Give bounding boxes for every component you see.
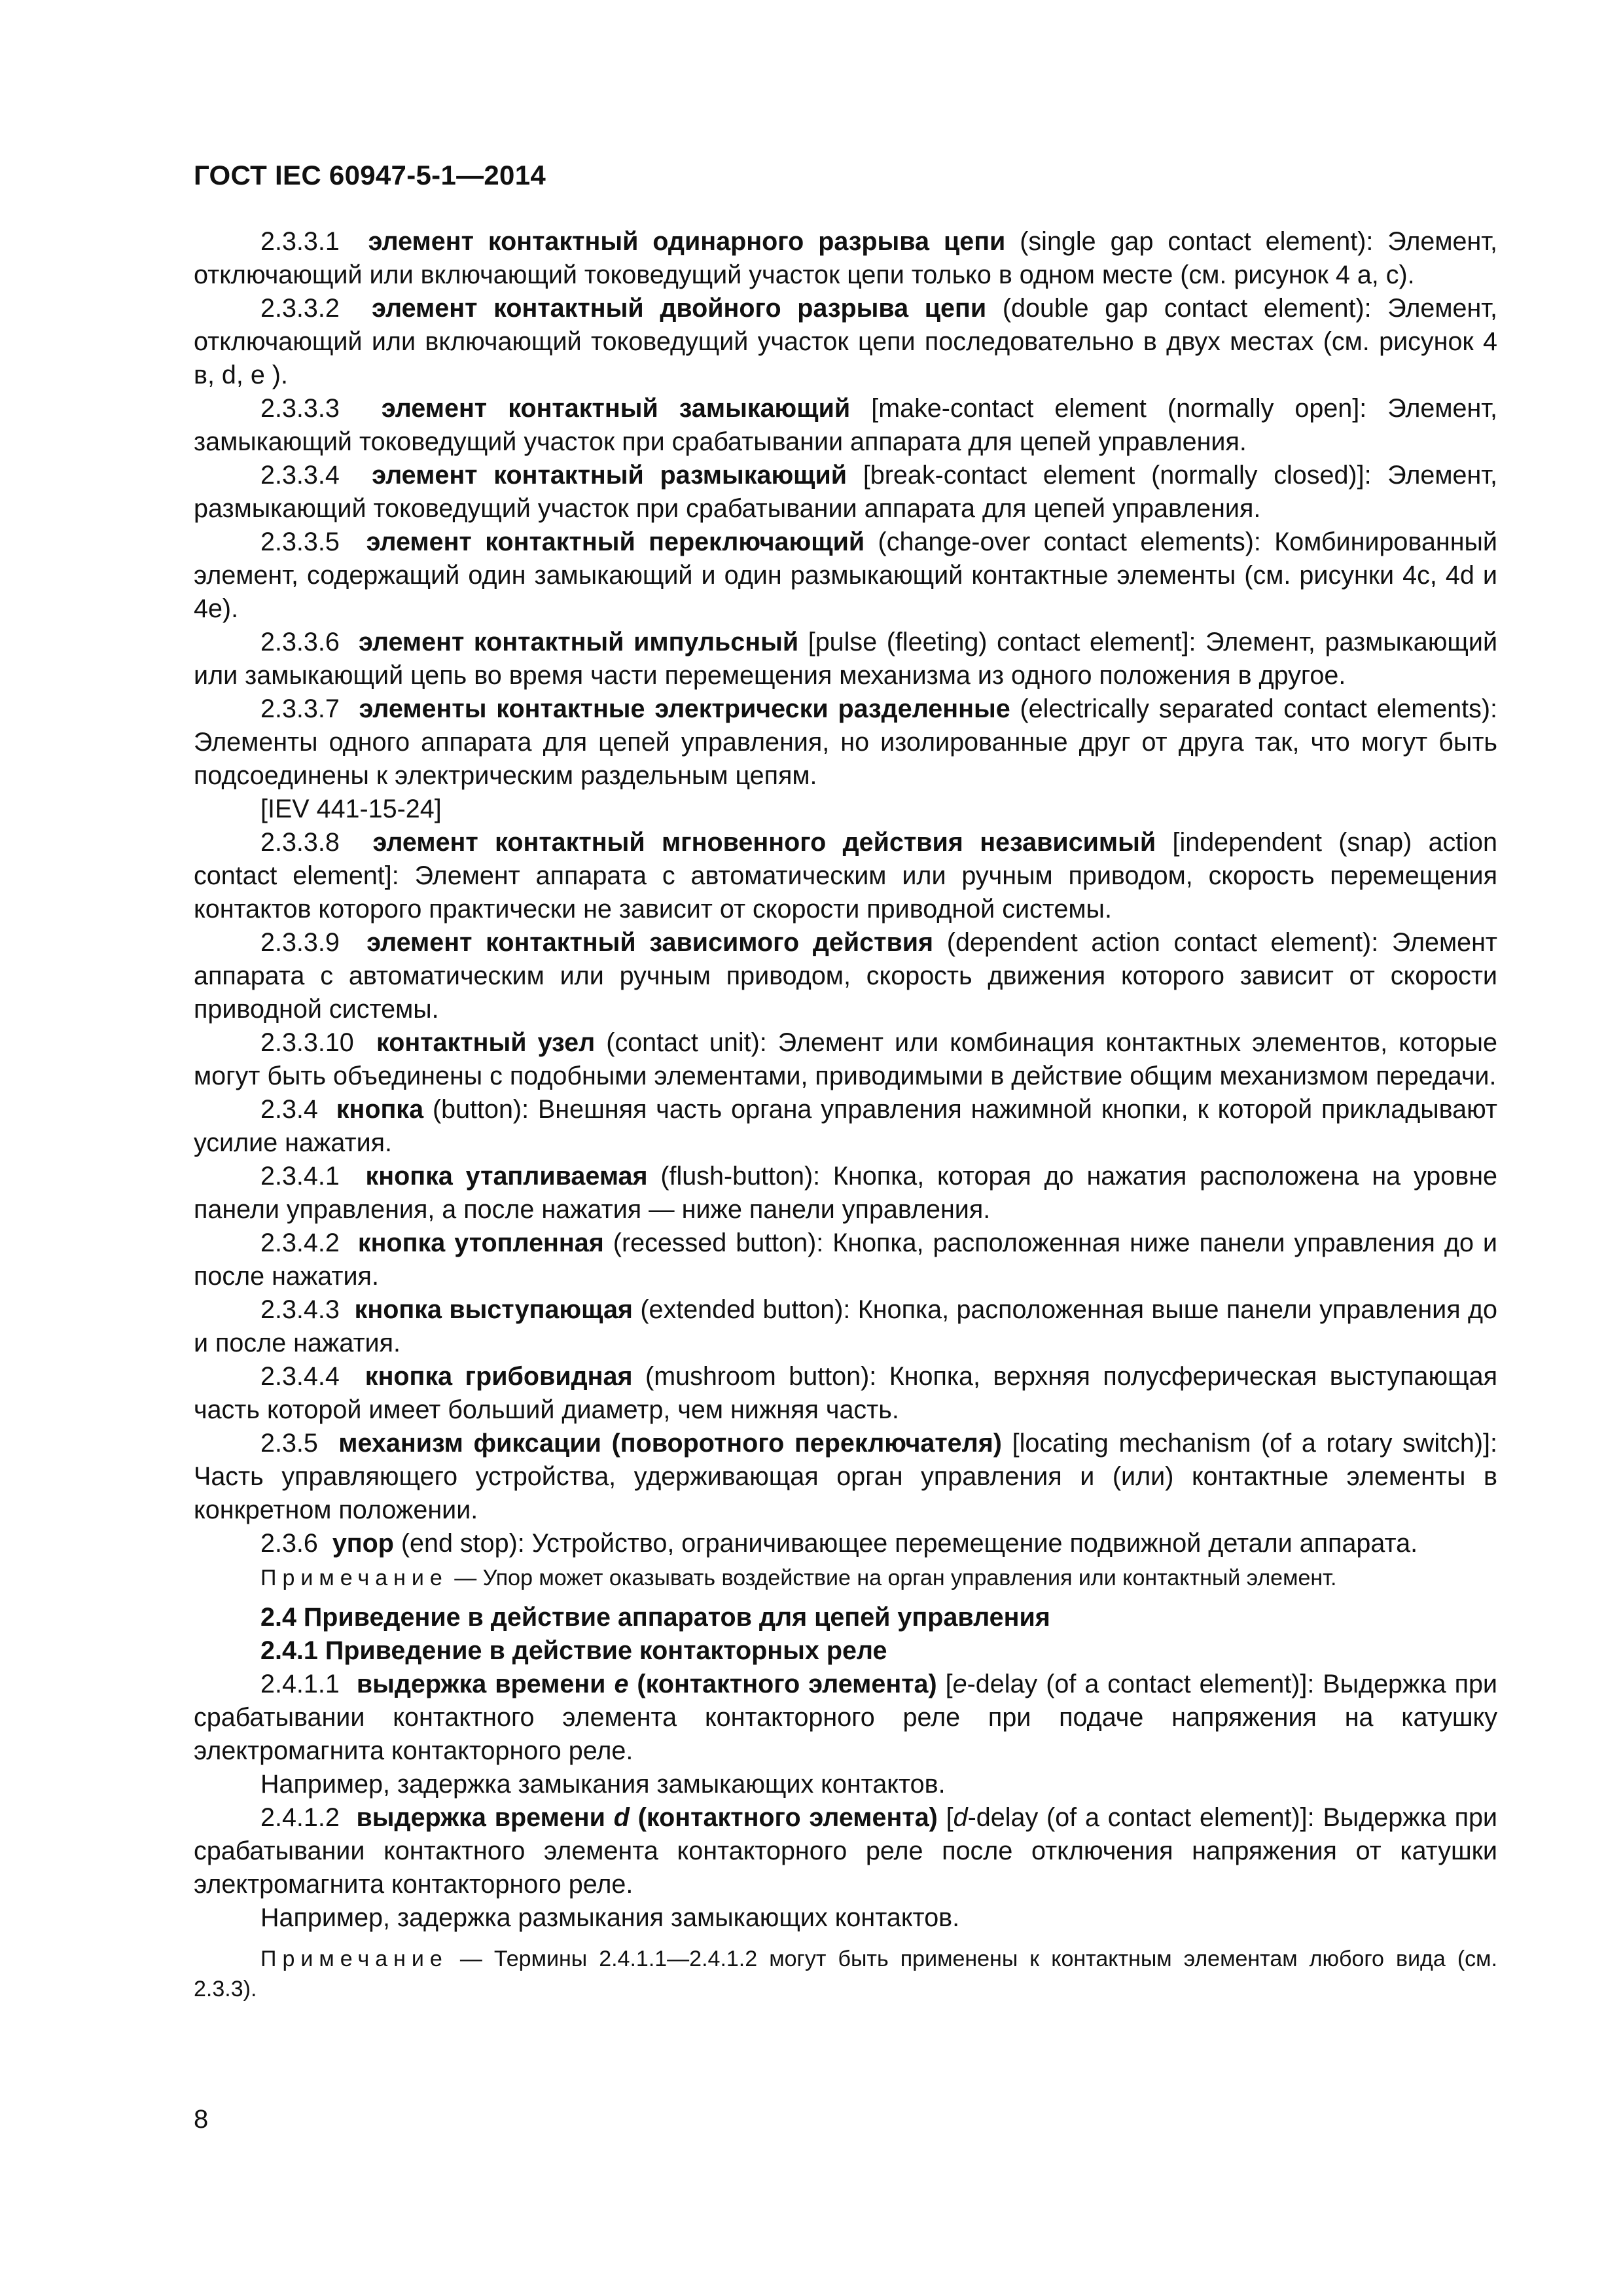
term-part: (контактного элемента) <box>628 1670 937 1698</box>
document-header: ГОСТ IEC 60947-5-1—2014 <box>194 160 546 190</box>
term <box>357 1670 937 1698</box>
term-paragraph <box>194 1026 1497 1093</box>
definition-text: (end stop): Устройство, ограничивающее перемещение подвижной детали аппарата. <box>393 1529 1418 1558</box>
definition-text: [break-contact element (normally closed)]: Элемент, размыкающий токоведущий участок при срабатывании аппарата для цепей управления. <box>194 461 1497 523</box>
term: кнопка <box>336 1095 424 1124</box>
term: элемент контактный размыкающий <box>372 461 847 490</box>
term: упор <box>332 1529 394 1558</box>
definition-part: [ <box>936 1670 953 1698</box>
paragraph-number: 2.3.3.4 <box>260 461 340 490</box>
paragraph-number: 2.3.3.5 <box>260 528 340 556</box>
term-paragraph <box>194 826 1497 926</box>
note-1 <box>194 1563 1497 1593</box>
note-2 <box>194 1944 1497 2004</box>
paragraph-number: 2.3.4 <box>260 1095 318 1124</box>
term-paragraph <box>194 526 1497 626</box>
paragraph-2-4-1-1 <box>194 1668 1497 1768</box>
paragraph-2-4-1-2 <box>194 1801 1497 1901</box>
term: механизм фиксации (поворотного переключателя) <box>338 1429 1002 1458</box>
example-1: Например, задержка замыкания замыкающих контактов. <box>260 1770 946 1799</box>
term-paragraph <box>194 626 1497 692</box>
definition-italic: d <box>953 1803 968 1832</box>
definition-part: [ <box>937 1803 954 1832</box>
paragraph-number: 2.4.1.2 <box>260 1803 340 1832</box>
paragraph-number: 2.3.6 <box>260 1529 318 1558</box>
definition-part: -delay (of a contact element)]: Выдержка при срабатывании контактного элемента контакторного реле при подаче напряжения на катушку электромагнита контакторного реле. <box>194 1670 1497 1765</box>
term-paragraph <box>194 292 1497 392</box>
paragraph-number: 2.3.3.7 <box>260 694 340 723</box>
term-part: (контактного элемента) <box>629 1803 938 1832</box>
definition-text: [locating mechanism (of a rotary switch)]: Часть управляющего устройства, удерживающая орган управления и (или) контактные элементы в конкретном положении. <box>194 1429 1497 1524</box>
paragraph-number: 2.3.4.2 <box>260 1229 340 1257</box>
paragraph-number: 2.3.4.1 <box>260 1162 340 1191</box>
term: кнопка выступающая <box>354 1295 633 1324</box>
term-paragraph <box>194 1360 1497 1427</box>
paragraph-number: 2.3.5 <box>260 1429 318 1458</box>
term-paragraph <box>194 1227 1497 1293</box>
definition-text: [IEV 441-15-24] <box>260 795 442 823</box>
term: элемент контактный импульсный <box>359 628 799 656</box>
term-paragraph <box>194 1093 1497 1160</box>
definition-text: (recessed button): Кнопка, расположенная ниже панели управления до и после нажатия. <box>194 1229 1498 1291</box>
section-heading-2-4: 2.4 Приведение в действие аппаратов для цепей управления <box>260 1603 1050 1632</box>
paragraph-number: 2.3.3.8 <box>260 828 340 857</box>
definition-text: (mushroom button): Кнопка, верхняя полусферическая выступающая часть которой имеет больший диаметр, чем нижняя часть. <box>194 1362 1497 1424</box>
note-label: Примечание <box>260 1566 448 1590</box>
page-number: 8 <box>194 2105 209 2134</box>
term-paragraph <box>194 692 1497 793</box>
paragraph-number: 2.3.3.6 <box>260 628 340 656</box>
definition-text: (flush-button): Кнопка, которая до нажатия расположена на уровне панели управления, а после нажатия — ниже панели управления. <box>194 1162 1497 1224</box>
term: элемент контактный переключающий <box>366 528 865 556</box>
definition-text: (change-over contact elements): Комбинированный элемент, содержащий один замыкающий и один размыкающий контактные элементы (см. рисунки 4c, 4d и 4e). <box>194 528 1497 623</box>
term-italic: d <box>613 1803 630 1832</box>
term-paragraph <box>194 1427 1497 1527</box>
term: кнопка утопленная <box>357 1229 604 1257</box>
paragraph-number: 2.3.4.3 <box>260 1295 340 1324</box>
definition-text: (single gap contact element): Элемент, отключающий или включающий токоведущий участок цепи только в одном месте (см. рисунок 4 a, c). <box>194 227 1497 289</box>
paragraph-number: 2.3.3.9 <box>260 928 340 957</box>
term-paragraph <box>194 1527 1497 1560</box>
term-paragraph <box>194 926 1497 1026</box>
term-paragraph <box>194 1293 1497 1360</box>
definition-text: (extended button): Кнопка, расположенная выше панели управления до и после нажатия. <box>194 1295 1497 1357</box>
term: элемент контактный мгновенного действия независимый <box>372 828 1156 857</box>
definition-text: (button): Внешняя часть органа управления нажимной кнопки, к которой прикладывают усилие нажатия. <box>194 1095 1497 1157</box>
paragraph-number: 2.3.3.1 <box>260 227 340 256</box>
definition-italic: e <box>952 1670 967 1698</box>
term: кнопка грибовидная <box>365 1362 633 1391</box>
term-definitions <box>194 225 1497 1560</box>
paragraph-number: 2.3.3.10 <box>260 1028 354 1057</box>
term: элемент контактный зависимого действия <box>366 928 934 957</box>
term <box>356 1803 937 1832</box>
definition-text: [make-contact element (normally open]: Элемент, замыкающий токоведущий участок при срабатывании аппарата для цепей управления. <box>194 394 1497 456</box>
term-paragraph <box>194 793 1497 826</box>
paragraph-number: 2.4.1.1 <box>260 1670 340 1698</box>
note-text: — Термины 2.4.1.1—2.4.1.2 могут быть применены к контактным элементам любого вида (см. 2.3.3). <box>194 1946 1497 2001</box>
definition-text: [independent (snap) action contact element]: Элемент аппарата с автоматическим или ручным приводом, скорость перемещения контактов которого практически не зависит от скорости приводной системы. <box>194 828 1497 924</box>
term: элемент контактный одинарного разрыва цепи <box>368 227 1006 256</box>
term-paragraph <box>194 392 1497 459</box>
term-paragraph <box>194 459 1497 526</box>
section-heading-2-4-1: 2.4.1 Приведение в действие контакторных реле <box>260 1636 887 1665</box>
term: кнопка утапливаемая <box>365 1162 648 1191</box>
term: контактный узел <box>376 1028 596 1057</box>
term: элемент контактный замыкающий <box>381 394 851 423</box>
term-paragraph <box>194 1160 1497 1227</box>
term-paragraph <box>194 225 1497 292</box>
definition-part: -delay (of a contact element)]: Выдержка при срабатывании контактного элемента контакторного реле после отключения напряжения от катушки электромагнита контакторного реле. <box>194 1803 1497 1899</box>
definition-text: (electrically separated contact elements): Элементы одного аппарата для цепей управления, но изолированные друг от друга так, что могут быть подсоединены к электрическим раздельным цепям. <box>194 694 1497 790</box>
document-body <box>194 225 1497 2012</box>
term-part: выдержка времени <box>356 1803 614 1832</box>
term: элемент контактный двойного разрыва цепи <box>372 294 987 323</box>
note-label: Примечание <box>260 1946 448 1971</box>
definition-text: (contact unit): Элемент или комбинация контактных элементов, которые могут быть объединены с подобными элементами, приводимыми в действие общим механизмом передачи. <box>194 1028 1497 1090</box>
term-part: выдержка времени <box>356 1670 615 1698</box>
paragraph-number: 2.3.3.2 <box>260 294 340 323</box>
example-2: Например, задержка размыкания замыкающих контактов. <box>260 1903 960 1932</box>
definition-text: (dependent action contact element): Элемент аппарата с автоматическим или ручным приводом, скорость движения которого зависит от скорости приводной системы. <box>194 928 1498 1024</box>
term: элементы контактные электрически разделенные <box>359 694 1010 723</box>
note-text: — Упор может оказывать воздействие на орган управления или контактный элемент. <box>448 1566 1337 1590</box>
paragraph-number: 2.3.4.4 <box>260 1362 340 1391</box>
term-italic: e <box>614 1670 629 1698</box>
definition-text: [pulse (fleeting) contact element]: Элемент, размыкающий или замыкающий цепь во время части перемещения механизма из одного положения в другое. <box>194 628 1498 690</box>
definition-text: (double gap contact element): Элемент, отключающий или включающий токоведущий участок цепи последовательно в двух местах (см. рисунок 4 в, d, e ). <box>194 294 1497 389</box>
paragraph-number: 2.3.3.3 <box>260 394 340 423</box>
